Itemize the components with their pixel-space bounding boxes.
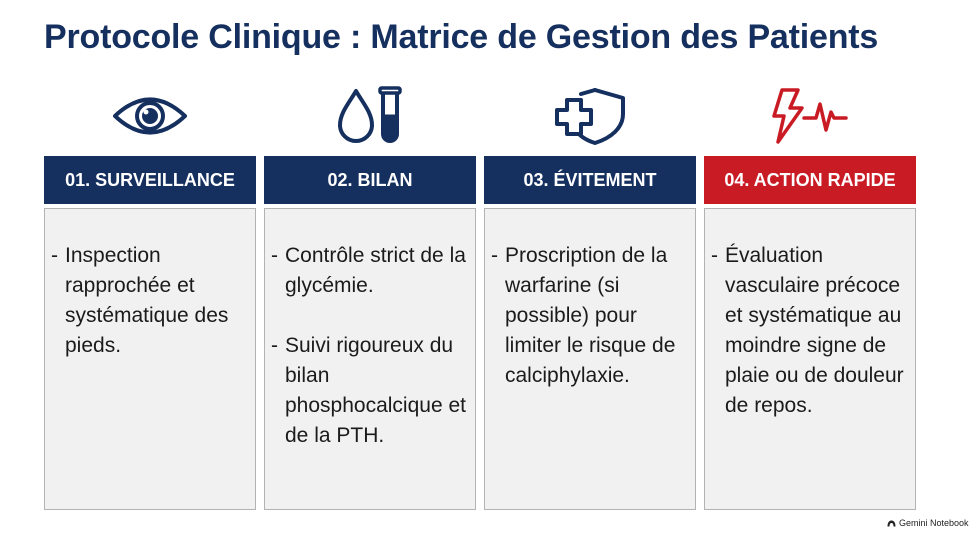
column-bilan [264,84,476,510]
column-card [484,208,696,510]
column-surveillance [44,84,256,510]
bullet-item [711,241,909,421]
notebook-logo-icon [887,520,896,527]
bullet-dash: - [711,244,718,267]
bullet-text: Contrôle strict de la glycémie. [285,244,466,297]
drop-tube-icon [264,84,476,148]
bullet-dash: - [491,244,498,267]
page-title: Protocole Clinique : Matrice de Gestion des Patients [44,18,879,56]
protocol-matrix [44,84,916,510]
bullet-dash: - [271,334,278,357]
bullet-text: Évaluation vasculaire précoce et systématique au moindre signe de plaie ou de douleur de repos. [725,244,904,417]
bullet-item [271,241,469,301]
brand-label: Gemini Notebook [899,518,969,528]
bullet-text: Inspection rapprochée et systématique des pieds. [65,244,229,357]
eye-icon [44,84,256,148]
column-card [704,208,916,510]
column-header: 03. ÉVITEMENT [484,156,696,204]
column-evitement [484,84,696,510]
bullet-text: Suivi rigoureux du bilan phosphocalcique et de la PTH. [285,334,466,447]
bullet-item [271,331,469,451]
column-header: 04. ACTION RAPIDE [704,156,916,204]
bullet-item [491,241,689,391]
shield-cross-icon [484,84,696,148]
bullet-text: Proscription de la warfarine (si possible) pour limiter le risque de calciphylaxie. [505,244,676,387]
column-card [44,208,256,510]
column-header: 01. SURVEILLANCE [44,156,256,204]
bullet-dash: - [51,244,58,267]
column-card [264,208,476,510]
column-header: 02. BILAN [264,156,476,204]
lightning-pulse-icon [704,84,916,148]
bullet-item [51,241,249,361]
column-action-rapide [704,84,916,510]
brand-watermark [887,518,969,528]
bullet-dash: - [271,244,278,267]
